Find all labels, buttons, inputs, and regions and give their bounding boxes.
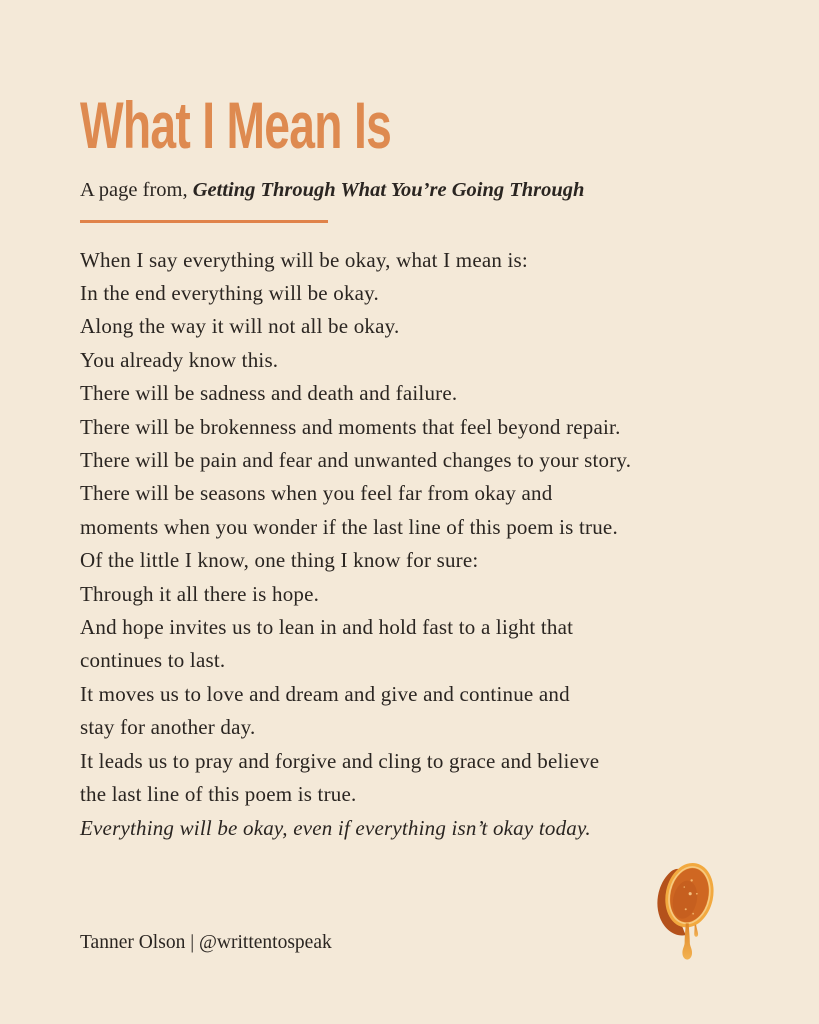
subtitle-book-title: Getting Through What You’re Going Through (192, 179, 585, 201)
poem-line: There will be seasons when you feel far from okay and (80, 481, 553, 506)
poem-line: In the end everything will be okay. (80, 281, 379, 305)
author-credit: Tanner Olson | @writtentospeak (80, 932, 332, 953)
poem-line: Through it all there is hope. (80, 581, 320, 606)
poem-line: Of the little I know, one thing I know for sure: (80, 548, 479, 573)
title-wrap (80, 88, 741, 162)
poem-final-line: Everything will be okay, even if everything isn’t okay today. (80, 815, 591, 840)
content-area (0, 88, 819, 845)
poem-line: stay for another day. (80, 715, 256, 740)
poem-line: continues to last. (80, 648, 226, 673)
poem-line: Along the way it will not all be okay. (80, 314, 400, 339)
orange-slice-illustration (648, 850, 722, 970)
poem-line: And hope invites us to lean in and hold fast to a light that (80, 615, 574, 640)
accent-divider (80, 220, 328, 223)
poem-line: It leads us to pray and forgive and cling to grace and believe (80, 748, 600, 773)
poem-line: There will be brokenness and moments that feel beyond repair. (80, 414, 621, 439)
subtitle-prefix: A page from, (80, 179, 193, 201)
poem-line: There will be sadness and death and failure. (80, 381, 458, 406)
poem-line: There will be pain and fear and unwanted changes to your story. (80, 448, 632, 473)
poem-line: You already know this. (80, 347, 279, 372)
dripping-orange-icon (648, 850, 722, 970)
page-title: What I Mean Is (80, 88, 392, 162)
poem-line: moments when you wonder if the last line of this poem is true. (80, 514, 618, 539)
poem-line: It moves us to love and dream and give and continue and (80, 681, 570, 706)
poem-line: the last line of this poem is true. (80, 782, 357, 807)
poem-body (80, 244, 741, 845)
subtitle (80, 178, 741, 203)
poem-line: When I say everything will be okay, what I mean is: (80, 247, 528, 272)
